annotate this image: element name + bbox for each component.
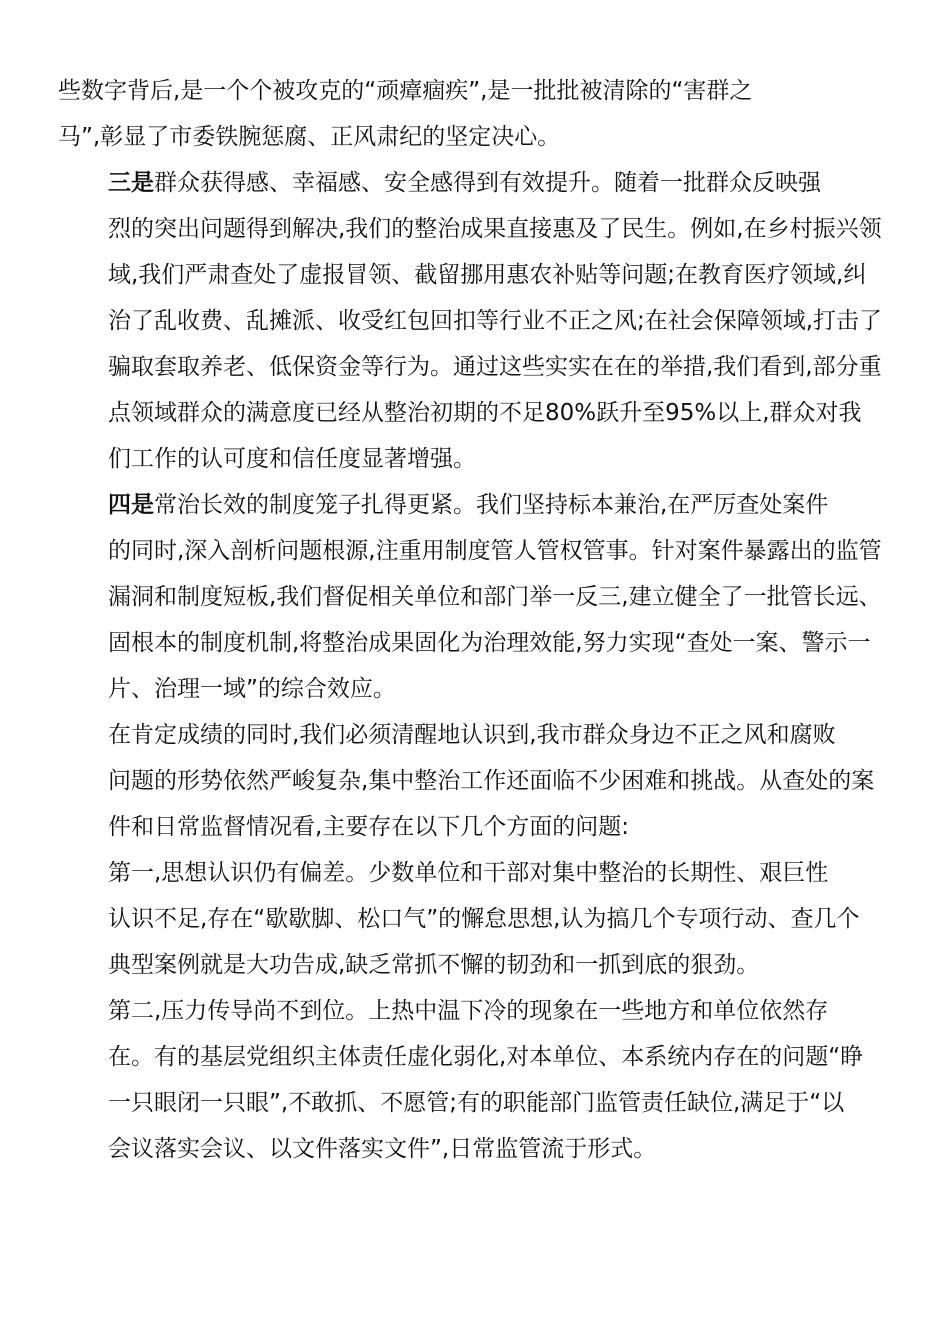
paragraph-achievements-continued — [58, 68, 892, 160]
text-line: 第一,思想认识仍有偏差。少数单位和干部对集中整治的长期性、艰巨性 — [108, 860, 829, 886]
text-line: 群众获得感、幸福感、安全感得到有效提升。随着一批群众反映强 — [154, 170, 821, 196]
text-line: 烈的突出问题得到解决,我们的整治成果直接惠及了民生。例如,在乡村振兴领 — [108, 216, 882, 242]
text-line: 些数字背后,是一个个被攻克的“顽瘴痼疾”,是一批批被清除的“害群之 — [58, 78, 753, 104]
text-line: 问题的形势依然严峻复杂,集中整治工作还面临不少困难和挑战。从查处的案 — [108, 768, 875, 794]
text-line: 的同时,深入剖析问题根源,注重用制度管人管权管事。针对案件暴露出的监管 — [108, 538, 882, 564]
paragraph-point-four — [58, 482, 892, 712]
text-line: 们工作的认可度和信任度显著增强。 — [108, 446, 476, 472]
document-body — [58, 68, 892, 1172]
text-line: 漏洞和制度短板,我们督促相关单位和部门举一反三,建立健全了一批管长远、 — [108, 584, 882, 610]
text-line: 片、治理一域”的综合效应。 — [108, 676, 396, 702]
text-line: 第二,压力传导尚不到位。上热中温下冷的现象在一些地方和单位依然存 — [108, 998, 829, 1024]
text-line: 认识不足,存在“歇歇脚、松口气”的懈怠思想,认为搞几个专项行动、查几个 — [108, 906, 860, 932]
paragraph-point-three — [58, 160, 892, 482]
point-four-lead: 四是 — [108, 492, 154, 518]
paragraph-problem-first — [58, 850, 892, 988]
paragraph-problem-second — [58, 988, 892, 1172]
text-line: 件和日常监督情况看,主要存在以下几个方面的问题: — [108, 814, 630, 840]
point-three-lead: 三是 — [108, 170, 154, 196]
text-line: 治了乱收费、乱摊派、收受红包回扣等行业不正之风;在社会保障领域,打击了 — [108, 308, 883, 334]
text-line: 常治长效的制度笼子扎得更紧。我们坚持标本兼治,在严厉查处案件 — [154, 492, 829, 518]
text-line: 骗取套取养老、低保资金等行为。通过这些实实在在的举措,我们看到,部分重 — [108, 354, 882, 380]
text-line: 点领域群众的满意度已经从整治初期的不足80%跃升至95%以上,群众对我 — [108, 400, 862, 426]
text-line: 典型案例就是大功告成,缺乏常抓不懈的韧劲和一抓到底的狠劲。 — [108, 952, 760, 978]
text-line: 一只眼闭一只眼”,不敢抓、不愿管;有的职能部门监管责任缺位,满足于“以 — [108, 1090, 845, 1116]
text-line: 域,我们严肃查处了虚报冒领、截留挪用惠农补贴等问题;在教育医疗领域,纠 — [108, 262, 867, 288]
text-line: 在。有的基层党组织主体责任虚化弱化,对本单位、本系统内存在的问题“睁 — [108, 1044, 864, 1070]
text-line: 会议落实会议、以文件落实文件”,日常监管流于形式。 — [108, 1136, 657, 1162]
text-line: 在肯定成绩的同时,我们必须清醒地认识到,我市群众身边不正之风和腐败 — [108, 722, 836, 748]
text-line: 马”,彰显了市委铁腕惩腐、正风肃纪的坚定决心。 — [58, 124, 561, 150]
text-line: 固根本的制度机制,将整治成果固化为治理效能,努力实现“查处一案、警示一 — [108, 630, 871, 656]
paragraph-problems-intro — [58, 712, 892, 850]
